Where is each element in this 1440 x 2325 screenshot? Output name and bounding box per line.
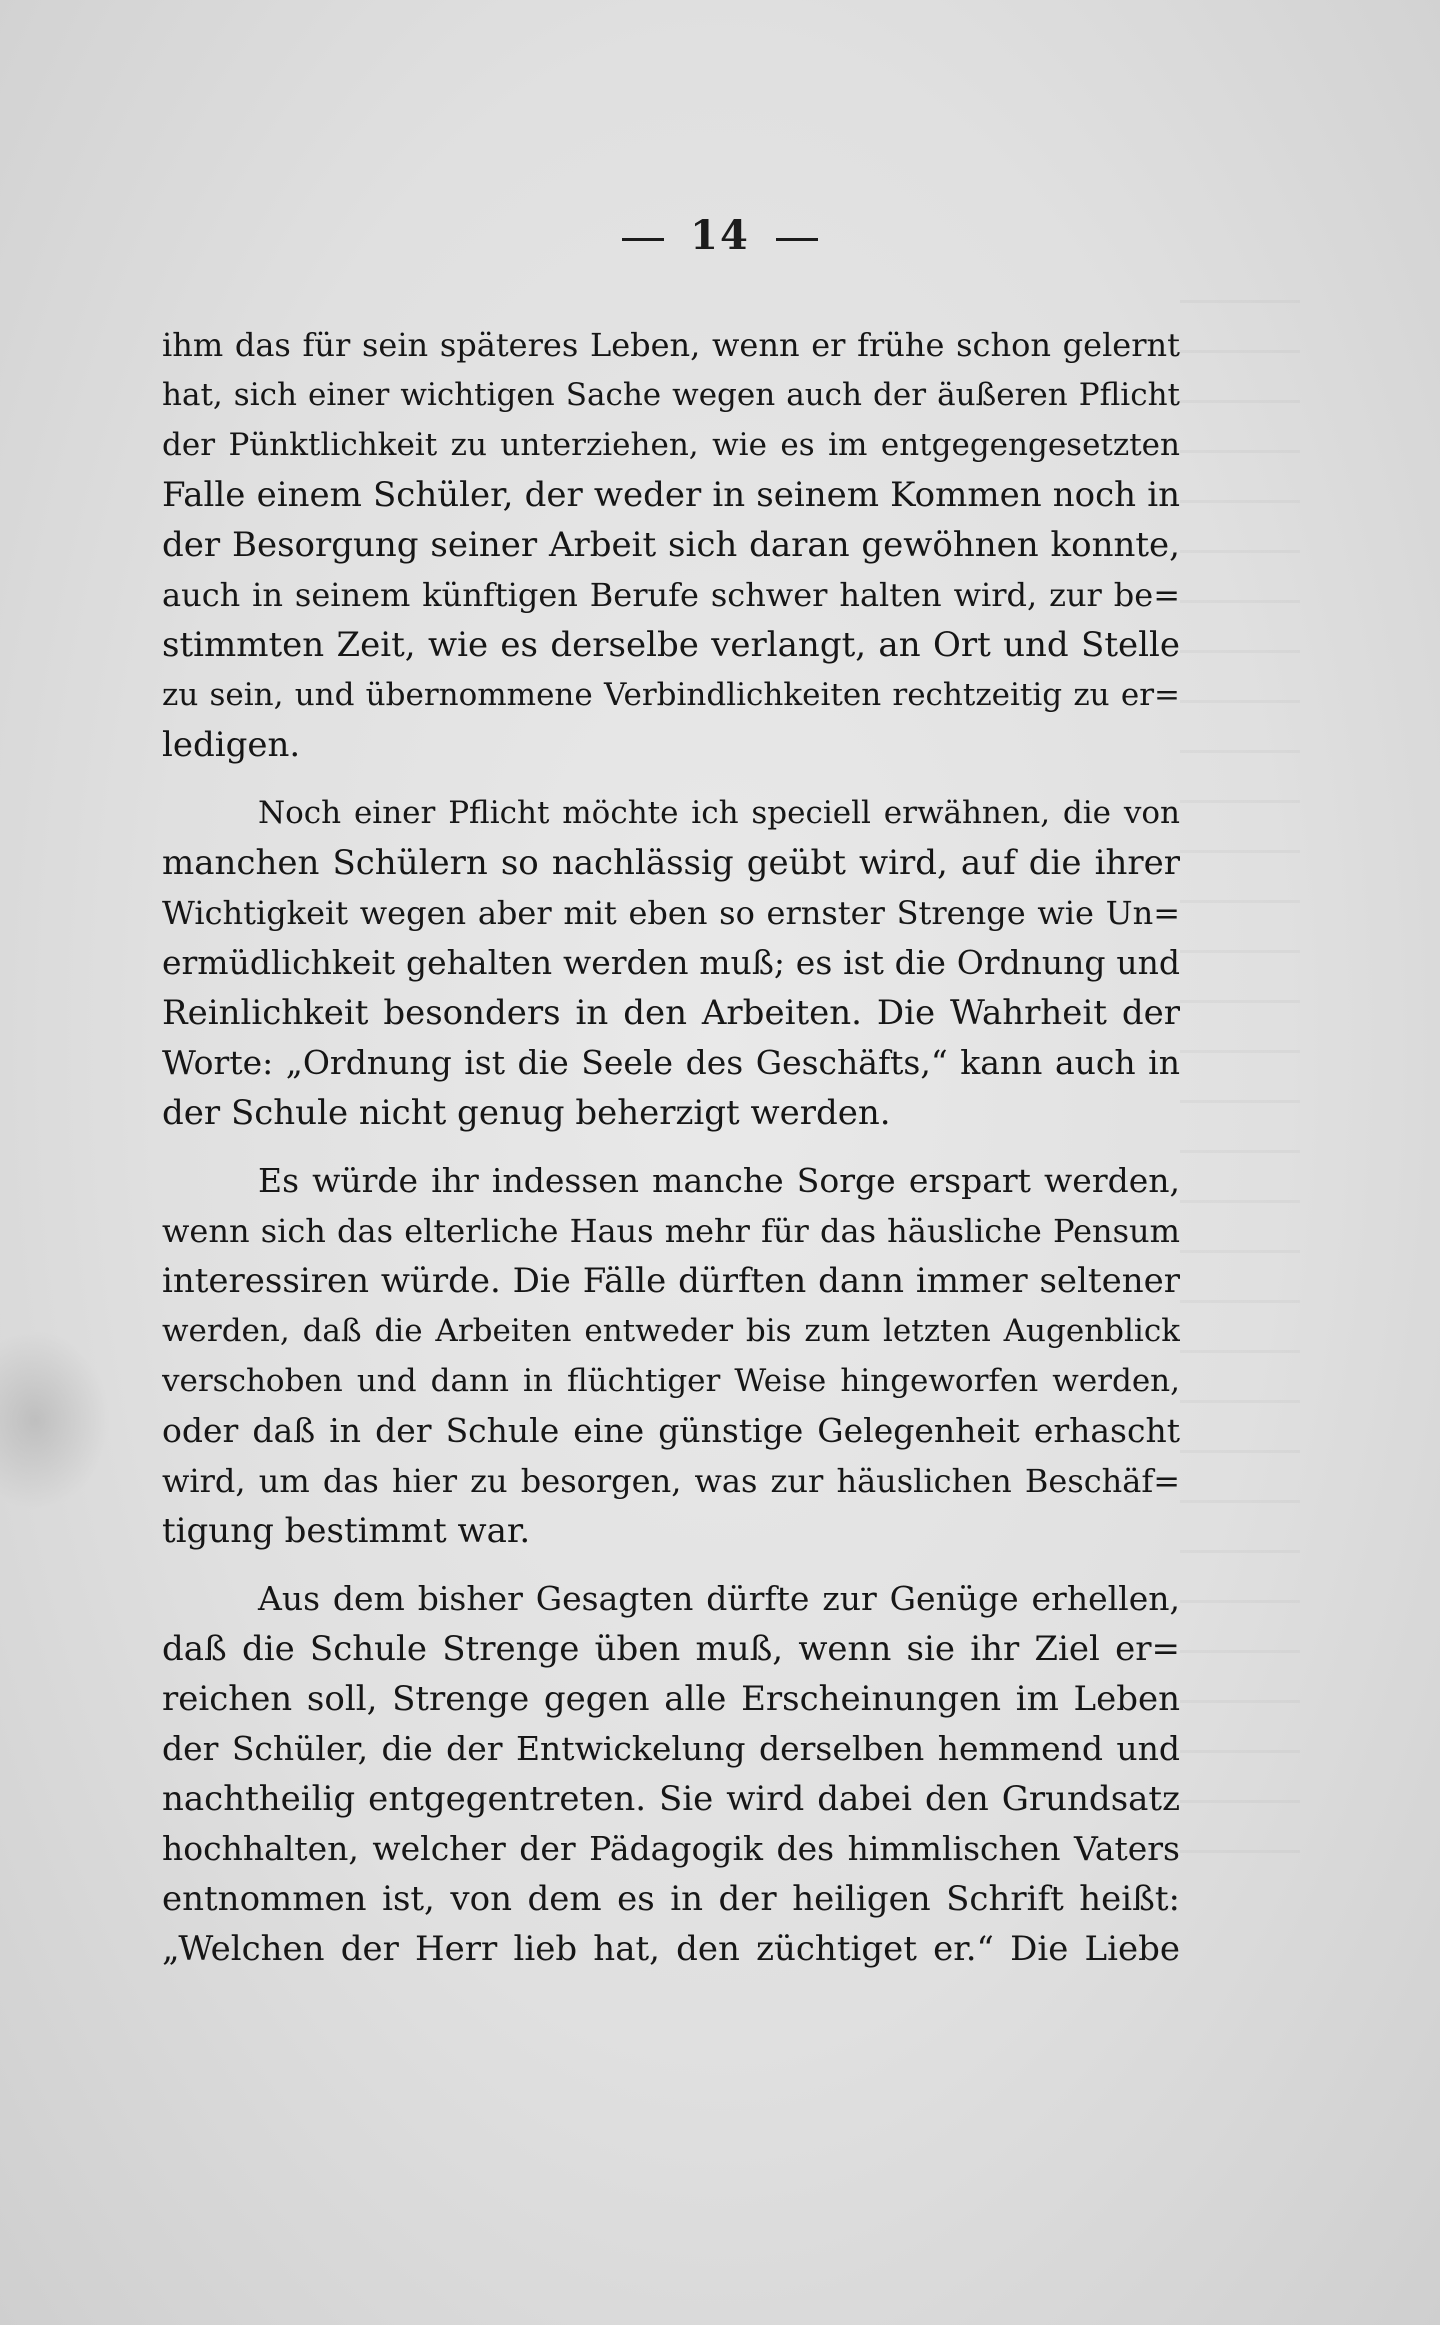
text-line: Aus dem bisher Gesagten dürfte zur Genüge erhellen,	[258, 1579, 1180, 1618]
text-line: hat, sich einer wichtigen Sache wegen auch der äußeren Pflicht	[162, 377, 1180, 413]
text-line: verschoben und dann in flüchtiger Weise hingeworfen werden,	[162, 1363, 1180, 1399]
paragraph-2	[162, 788, 1180, 1138]
text-line: „Welchen der Herr lieb hat, den züchtiget er.“ Die Liebe	[162, 1929, 1180, 1969]
text-line: manchen Schülern so nachlässig geübt wird, auf die ihrer	[162, 843, 1180, 883]
paragraph-1	[162, 320, 1180, 770]
text-line: oder daß in der Schule eine günstige Gelegenheit erhascht	[162, 1411, 1180, 1450]
text-line: werden, daß die Arbeiten entweder bis zum letzten Augenblick	[162, 1313, 1180, 1349]
text-line: zu sein, und übernommene Verbindlichkeiten rechtzeitig zu er=	[162, 677, 1180, 713]
text-line: der Schule nicht genug beherzigt werden.	[162, 1093, 891, 1133]
text-line: ledigen.	[162, 725, 301, 765]
page-number-dash-left	[622, 238, 664, 241]
text-line: wird, um das hier zu besorgen, was zur häuslichen Beschäf=	[162, 1462, 1180, 1500]
text-line: Reinlichkeit besonders in den Arbeiten. Die Wahrheit der	[162, 993, 1180, 1033]
text-line: daß die Schule Strenge üben muß, wenn sie ihr Ziel er=	[162, 1629, 1180, 1669]
text-line: der Pünktlichkeit zu unterziehen, wie es im entgegengesetzten	[162, 427, 1180, 463]
paragraph-4	[162, 1574, 1180, 1974]
text-line: ermüdlichkeit gehalten werden muß; es ist die Ordnung und	[162, 943, 1180, 982]
text-line: Es würde ihr indessen manche Sorge erspart werden,	[258, 1161, 1180, 1200]
text-line: ihm das für sein späteres Leben, wenn er frühe schon gelernt	[162, 326, 1180, 364]
paper-stain	[0, 1330, 110, 1510]
text-line: stimmten Zeit, wie es derselbe verlangt, an Ort und Stelle	[162, 625, 1180, 665]
page-number-value: 14	[690, 212, 750, 259]
text-line: hochhalten, welcher der Pädagogik des himmlischen Vaters	[162, 1829, 1180, 1868]
text-line: auch in seinem künftigen Berufe schwer halten wird, zur be=	[162, 576, 1180, 614]
page-number	[0, 212, 1440, 259]
text-line: Falle einem Schüler, der weder in seinem Kommen noch in	[162, 475, 1180, 515]
text-line: wenn sich das elterliche Haus mehr für das häusliche Pensum	[162, 1212, 1180, 1250]
body-text	[162, 320, 1180, 1974]
text-line: entnommen ist, von dem es in der heiligen Schrift heißt:	[162, 1879, 1180, 1919]
text-line: Noch einer Pflicht möchte ich speciell erwähnen, die von	[258, 795, 1180, 831]
text-line: nachtheilig entgegentreten. Sie wird dabei den Grundsatz	[162, 1779, 1180, 1819]
paragraph-3	[162, 1156, 1180, 1556]
text-line: der Besorgung seiner Arbeit sich daran gewöhnen konnte,	[162, 525, 1180, 565]
text-line: tigung bestimmt war.	[162, 1511, 531, 1551]
text-line: der Schüler, die der Entwickelung derselben hemmend und	[162, 1729, 1180, 1768]
text-line: interessiren würde. Die Fälle dürften dann immer seltener	[162, 1261, 1180, 1301]
bleed-through-text	[1180, 300, 1300, 1900]
text-line: Wichtigkeit wegen aber mit eben so ernster Strenge wie Un=	[162, 894, 1180, 932]
text-line: Worte: „Ordnung ist die Seele des Geschäfts,“ kann auch in	[162, 1043, 1180, 1082]
page-number-dash-right	[776, 238, 818, 241]
text-line: reichen soll, Strenge gegen alle Erscheinungen im Leben	[162, 1679, 1180, 1719]
